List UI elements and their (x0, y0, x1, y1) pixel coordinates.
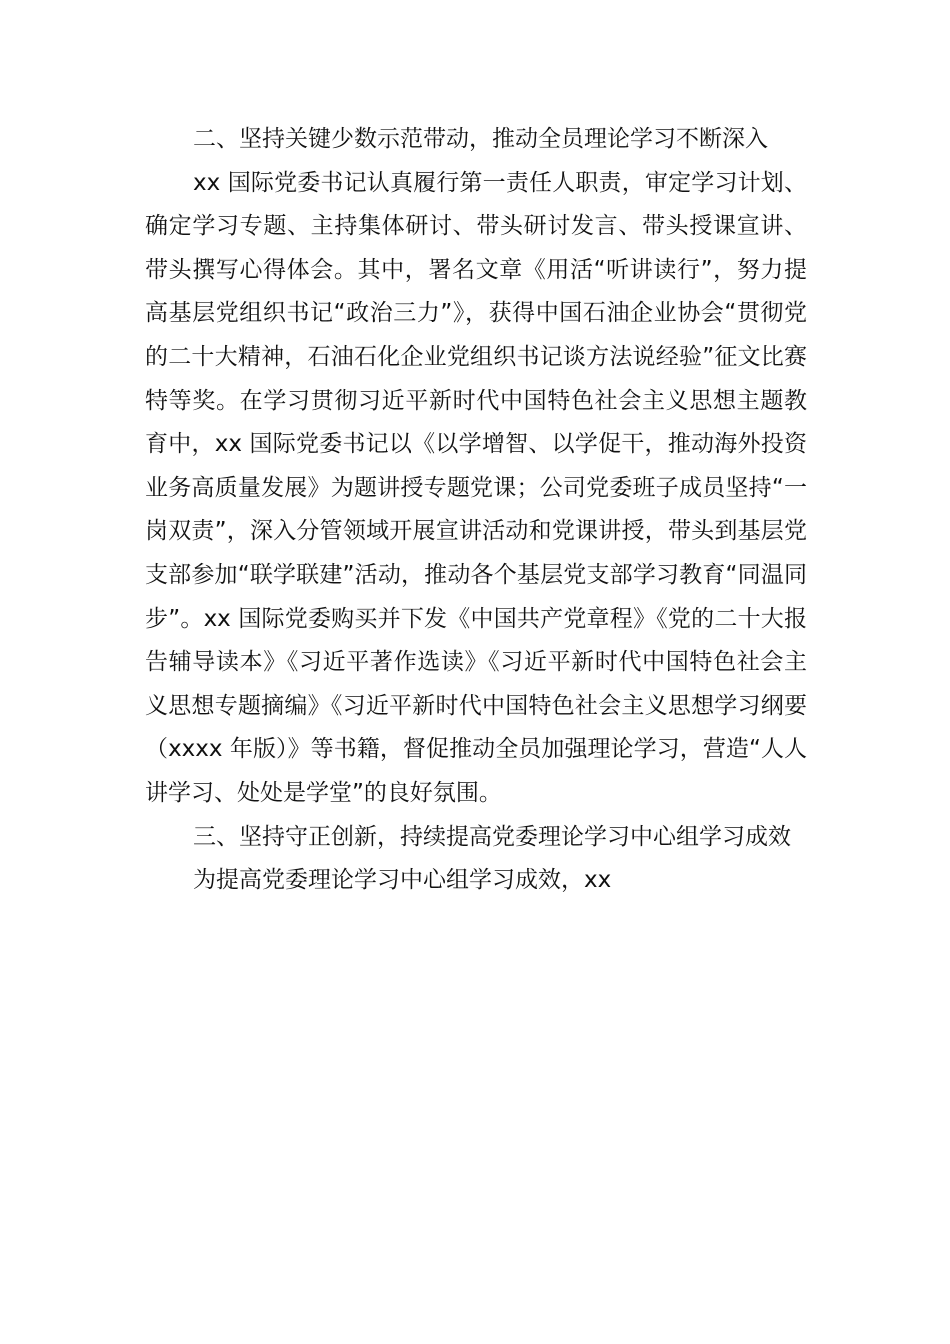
section-heading-two: 二、坚持关键少数示范带动，推动全员理论学习不断深入 (193, 126, 768, 152)
document-page (145, 118, 807, 903)
body-paragraph-start: 为提高党委理论学习中心组学习成效，xx (193, 867, 612, 894)
section-heading-three: 三、坚持守正创新，持续提高党委理论学习中心组学习成效 (193, 823, 791, 850)
body-paragraph: xx 国际党委书记认真履行第一责任人职责，审定学习计划、确定学习专题、主持集体研讨、带头研讨发言、带头授课宣讲、带头撰写心得体会。其中，署名文章《用活“听讲读行”，努力提高基层党组织书记“政治三力”》，获得中国石油企业协会“贯彻党的二十大精神，石油石化企业党组织书记谈方法说经验”征文比赛特等奖。在学习贯彻习近平新时代中国特色社会主义思想主题教育中，xx 国际党委书记以《以学增智、以学促干，推动海外投资业务高质量发展》为题讲授专题党课；公司党委班子成员坚持“一岗双责”，深入分管领域开展宣讲活动和党课讲授，带头到基层党支部参加“联学联建”活动，推动各个基层党支部学习教育“同温同步”。xx 国际党委购买并下发《中国共产党章程》《党的二十大报告辅导读本》《习近平著作选读》《习近平新时代中国特色社会主义思想专题摘编》《习近平新时代中国特色社会主义思想学习纲要（xxxx 年版）》等书籍，督促推动全员加强理论学习，营造“人人讲学习、处处是学堂”的良好氛围。 (145, 169, 808, 806)
